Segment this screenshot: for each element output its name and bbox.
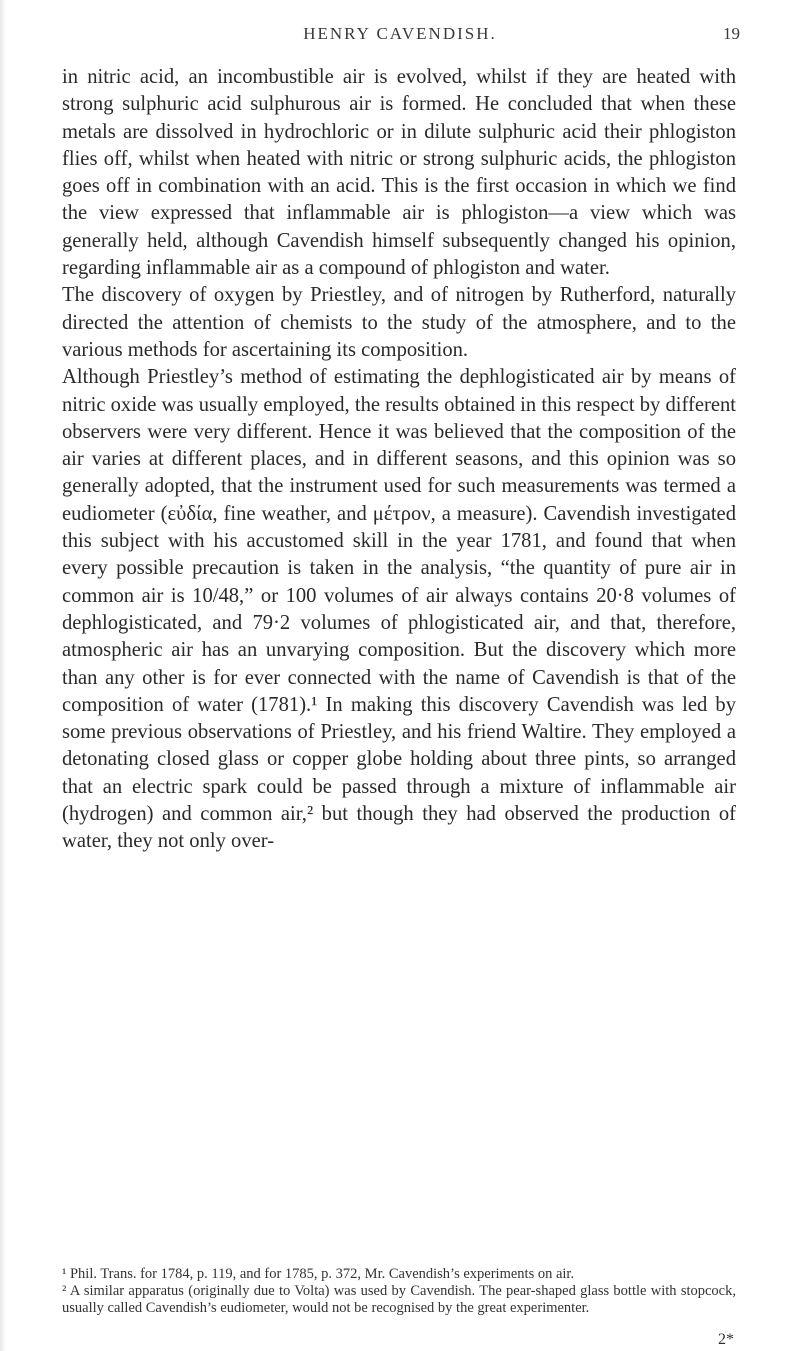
footnote: ² A similar apparatus (originally due to Volta) was used by Cavendish. The pear-shaped glass bottle with stopcock, usually called Cavendish’s eudiometer, would not be recognised by the great experimenter. xyxy=(62,1283,736,1316)
page-edge-shadow xyxy=(0,0,6,1351)
body-text xyxy=(62,64,736,856)
footnote: ¹ Phil. Trans. for 1784, p. 119, and for 1785, p. 372, Mr. Cavendish’s experiments on air. xyxy=(62,1266,575,1282)
paragraph: The discovery of oxygen by Priestley, and of nitrogen by Rutherford, naturally directed the attention of chemists to the study of the atmosphere, and to the various methods for ascertaining its composition. xyxy=(62,284,736,361)
footnotes xyxy=(62,1266,736,1317)
signature-mark: 2* xyxy=(718,1331,734,1348)
paragraph: Although Priestley’s method of estimating the dephlogisticated air by means of nitric oxide was usually employed, the results obtained in this respect by different observers were very different. Hence it was believed that the composition of the air varies at different places, and in different seasons, and this opinion was so generally adopted, that the instrument used for such measurements was termed a eudiometer (εὐδία, fine weather, and μέτρον, a measure). Cavendish investigated this subject with his accustomed skill in the year 1781, and found that when every possible precaution is taken in the analysis, “the quantity of pure air in common air is 10/48,” or 100 volumes of air always contains 20·8 volumes of dephlogisticated, and 79·2 volumes of phlogisticated air, and that, therefore, atmospheric air has an unvarying composition. But the discovery which more than any other is for ever connected with the name of Cavendish is that of the composition of water (1781).¹ In making this discovery Cavendish was led by some previous observations of Priestley, and his friend Waltire. They employed a detonating closed glass or copper globe holding about three pints, so arranged that an electric spark could be passed through a mixture of inflammable air (hydrogen) and common air,² but though they had observed the production of water, they not only over- xyxy=(62,366,736,853)
page-number: 19 xyxy=(723,24,740,43)
running-head xyxy=(60,24,740,52)
running-head-title: HENRY CAVENDISH. xyxy=(303,24,497,43)
paragraph: in nitric acid, an incombustible air is evolved, whilst if they are heated with strong sulphuric acid sulphurous air is formed. He concluded that when these metals are dissolved in hydrochloric or in dilute sulphuric acid their phlogiston flies off, whilst when heated with nitric or strong sulphuric acids, the phlogiston goes off in combination with an acid. This is the first occasion in which we find the view expressed that inflammable air is phlogiston—a view which was generally held, although Cavendish himself subsequently changed his opinion, regarding inflammable air as a compound of phlogiston and water. xyxy=(62,66,736,280)
